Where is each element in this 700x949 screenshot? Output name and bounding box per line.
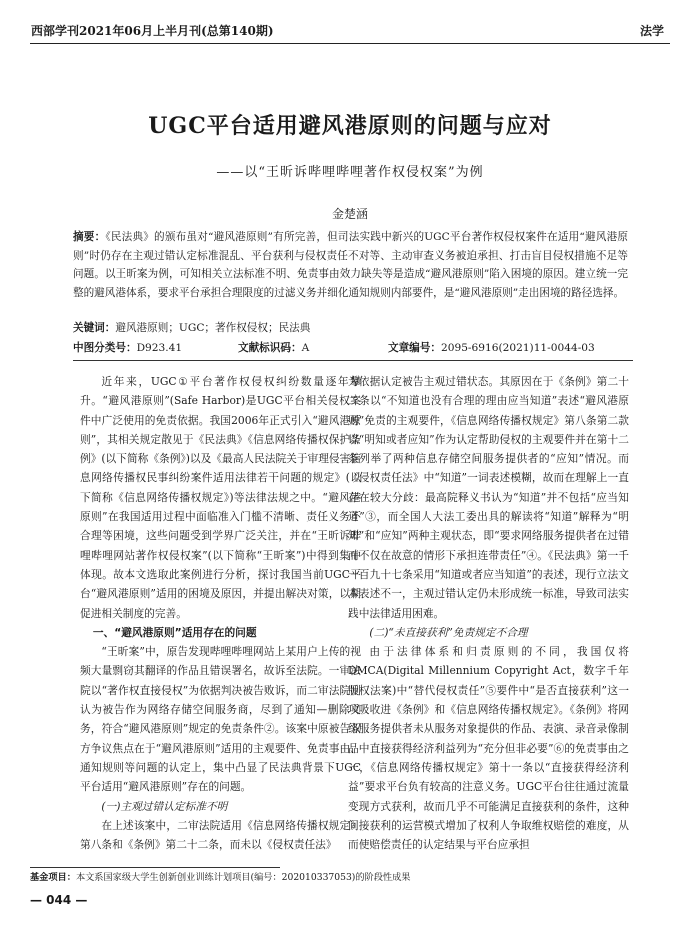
abstract-label: 摘要： (73, 231, 106, 243)
header-rule (30, 43, 670, 44)
abstract (73, 228, 628, 302)
keywords-label: 关键词： (73, 322, 116, 334)
paragraph: 由于法律体系和归责原则的不同，我国仅将DMCA(Digital Millennium Copyright Act，数字千年版权法案)中“替代侵权责任”⑤要件中“是否直接获利”这一项吸收进《条例》和《信息网络传播权规定》。《条例》将网络服务提供者未从服务对象提供的作品、表演、录音录像制品中直接获得经济利益列为“充分但非必要”⑥的免责事由之一，《信息网络传播权规定》第十一条以“直接获得经济利益”要求平台负有较高的注意义务。UGC平台往往通过流量变现方式获利，故而几乎不可能满足直接获利的条件，这种间接获利的运营模式增加了权利人争取维权赔偿的难度，从而使赔偿责任的认定结果与平台应承担 (348, 645, 629, 852)
doc-code-label: 文献标识码： (238, 342, 302, 354)
article-id-value: 2095-6916(2021)11-0044-03 (440, 342, 595, 354)
paragraph: 在上述该案中，二审法院适用《信息网络传播权规定》第八条和《条例》第二十二条，而未以《侵权责任法》 (80, 818, 361, 852)
footnote-rule (30, 867, 280, 868)
paragraph: “王昕案”中，原告发现哔哩哔哩网站上某用户上传的视频大量剽窃其翻译的作品且错误署名，故诉至法院。一审法院以“著作权直接侵权”为依据判决被告败诉，而二审法院则认为被告作为网络存储空间服务商，尽到了通知—删除义务，符合“避风港原则”规定的免责条件②。该案中原被告双方争议焦点在于“避风港原则”适用的主观要件、免责事由、通知规则等问题的认定上，集中凸显了民法典背景下UGC平台适用“避风港原则”存在的问题。 (80, 645, 361, 794)
article-title: UGC平台适用避风港原则的问题与应对 (148, 113, 552, 139)
doc-code-field (238, 340, 388, 355)
article-id-field (388, 340, 595, 355)
article-id-label: 文章编号： (388, 342, 441, 354)
journal-header: 西部学刊2021年06月上半月刊(总第140期) (31, 24, 274, 38)
article-subtitle: ——以“王昕诉哔哩哔哩著作权侵权案”为例 (216, 165, 484, 180)
page-number: — 044 — (30, 893, 88, 907)
clc-field (73, 340, 238, 355)
keywords (73, 320, 310, 335)
doc-code-value: A (301, 342, 310, 354)
left-column (80, 372, 361, 854)
subsection-heading: (二)“未直接获利”免责规定不合理 (369, 625, 528, 639)
funding-label: 基金项目： (30, 872, 76, 883)
section-header: 法学 (639, 24, 664, 38)
clc-value: D923.41 (136, 342, 183, 354)
right-column (348, 372, 629, 854)
meta-rule (73, 360, 633, 361)
subsection-heading: (一)主观过错认定标准不明 (101, 799, 228, 813)
funding-text: 本文系国家级大学生创新创业训练计划项目(编号：202010337053)的阶段性成果 (75, 872, 411, 883)
funding-note (30, 869, 411, 883)
paragraph: 为依据认定被告主观过错状态。其原因在于《条例》第二十二条以“不知道也没有合理的理由应当知道”表述“避风港原则”免责的主观要件，《信息网络传播权规定》第八条第二款以“明知或者应知”作为认定帮助侵权的主观要件并在第十二条列举了两种信息存储空间服务提供者的“应知”情况。而《侵权责任法》中“知道”一词表述模糊，故而在理解上一直存在较大分歧：最高院释义书认为“知道”并不包括“应当知道”③，而全国人大法工委出具的解读将“知道”解释为“明知”和“应知”两种主观状态，即“要求网络服务提供者在过错而不仅在故意的情形下承担连带责任”④。《民法典》第一千一百九十七条采用“知道或者应当知道”的表述，现行立法文本表述不一，主观过错认定仍未形成统一标准，导致司法实践中法律适用困难。 (348, 375, 629, 620)
clc-label: 中图分类号： (73, 342, 137, 354)
section-heading: 一、“避风港原则”适用存在的问题 (92, 625, 257, 639)
paragraph: 近年来，UGC①平台著作权侵权纠纷数量逐年攀升。“避风港原则”(Safe Harbor)是UGC平台相关侵权案件中广泛使用的免责依据。我国2006年正式引入“避风港原则”，其相关规定散见于《民法典》《信息网络传播权保护条例》(以下简称《条例》)以及《最高人民法院关于审理侵害信息网络传播权民事纠纷案件适用法律若干问题的规定》(以下简称《信息网络传播权规定》)等法律法规之中。“避风港原则”在我国适用过程中面临准入门槛不清晰、责任义务不合理等困境，这些问题受到学界广泛关注，并在“王昕诉哔哩哔哩网站著作权侵权案”(以下简称“王昕案”)中得到集中体现。故本文选取此案例进行分析，探讨我国当前UGC平台“避风港原则”适用的困境及原因，并提出解决对策，以期促进相关制度的完善。 (80, 375, 361, 620)
abstract-text: 《民法典》的颁布虽对“避风港原则”有所完善，但司法实践中新兴的UGC平台著作权侵权案件在适用“避风港原则”时仍存在主观过错认定标准混乱、平台获利与侵权责任不对等、主动审查义务被迫承担、打击盲目侵权措施不足等问题。以王昕案为例，可知相关立法标准不明、免责事由效力缺失等是造成“避风港原则”陷入困境的原因。建立统一完整的避风港体系，要求平台承担合理限度的过滤义务并细化通知规则内部要件，是“避风港原则”走出困境的路径选择。 (73, 231, 628, 299)
article-meta (73, 340, 633, 355)
keywords-text: 避风港原则；UGC；著作权侵权；民法典 (115, 322, 311, 334)
author: 金楚涵 (331, 207, 368, 221)
